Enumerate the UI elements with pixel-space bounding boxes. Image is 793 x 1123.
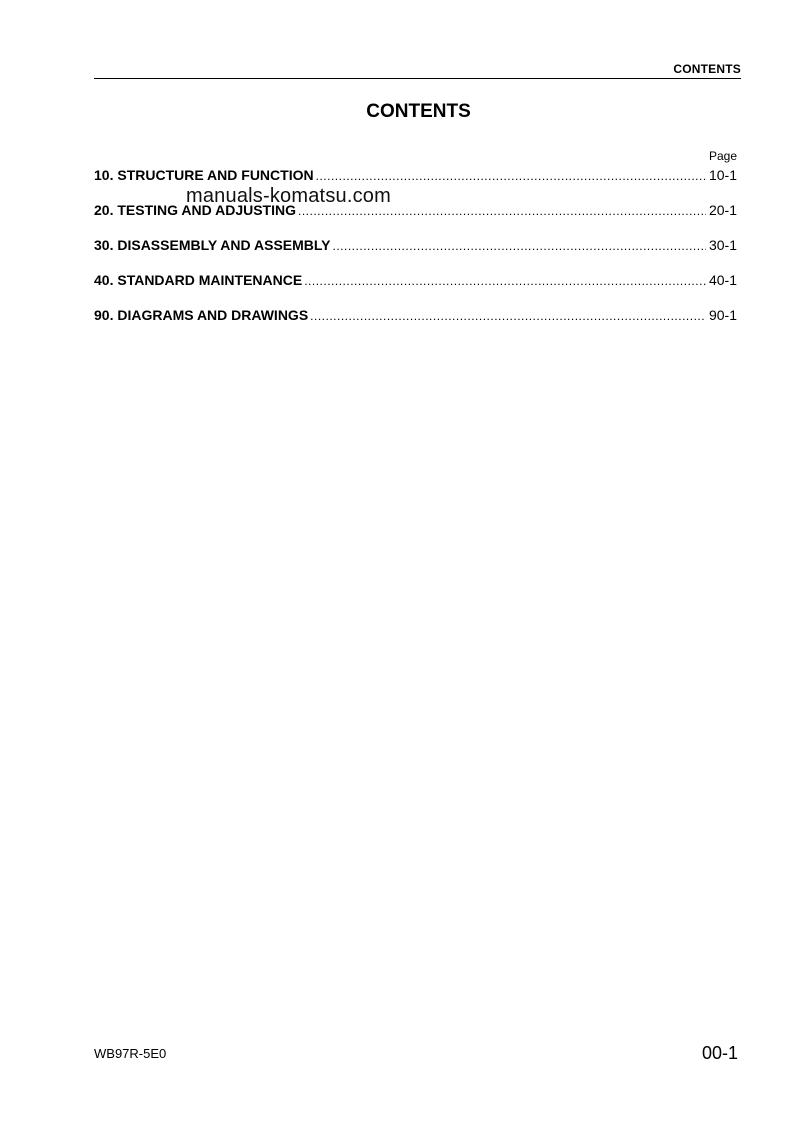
toc-entry-page: 90-1: [708, 307, 737, 323]
toc-entry-label: 10. STRUCTURE AND FUNCTION: [94, 167, 314, 183]
toc-entry-diagrams-and-drawings[interactable]: [94, 307, 737, 342]
page-title: CONTENTS: [366, 101, 471, 122]
toc-entry-label: 90. DIAGRAMS AND DRAWINGS: [94, 307, 309, 323]
toc-entry-disassembly-and-assembly[interactable]: [94, 237, 737, 272]
toc-entry-label: 30. DISASSEMBLY AND ASSEMBLY: [94, 237, 331, 253]
watermark-text: manuals-komatsu.com: [186, 185, 391, 207]
header-rule: [94, 78, 741, 79]
toc-dot-leader: [316, 169, 706, 183]
footer-page-number: 00-1: [701, 1043, 738, 1063]
toc-entry-page: 40-1: [708, 272, 737, 288]
toc-entry-standard-maintenance[interactable]: [94, 272, 737, 307]
page-column-label: Page: [708, 149, 737, 163]
toc-entry-page: 30-1: [708, 237, 737, 253]
toc-entry-page: 20-1: [708, 202, 737, 218]
toc-dot-leader: [304, 274, 706, 288]
running-header: CONTENTS: [673, 62, 741, 76]
footer-model-code: WB97R-5E0: [94, 1046, 167, 1061]
toc-entry-label: 20. TESTING AND ADJUSTING: [94, 202, 296, 218]
toc-entry-page: 10-1: [708, 167, 737, 183]
toc-dot-leader: [310, 309, 706, 323]
toc-dot-leader: [333, 239, 706, 253]
toc-entry-label: 40. STANDARD MAINTENANCE: [94, 272, 303, 288]
